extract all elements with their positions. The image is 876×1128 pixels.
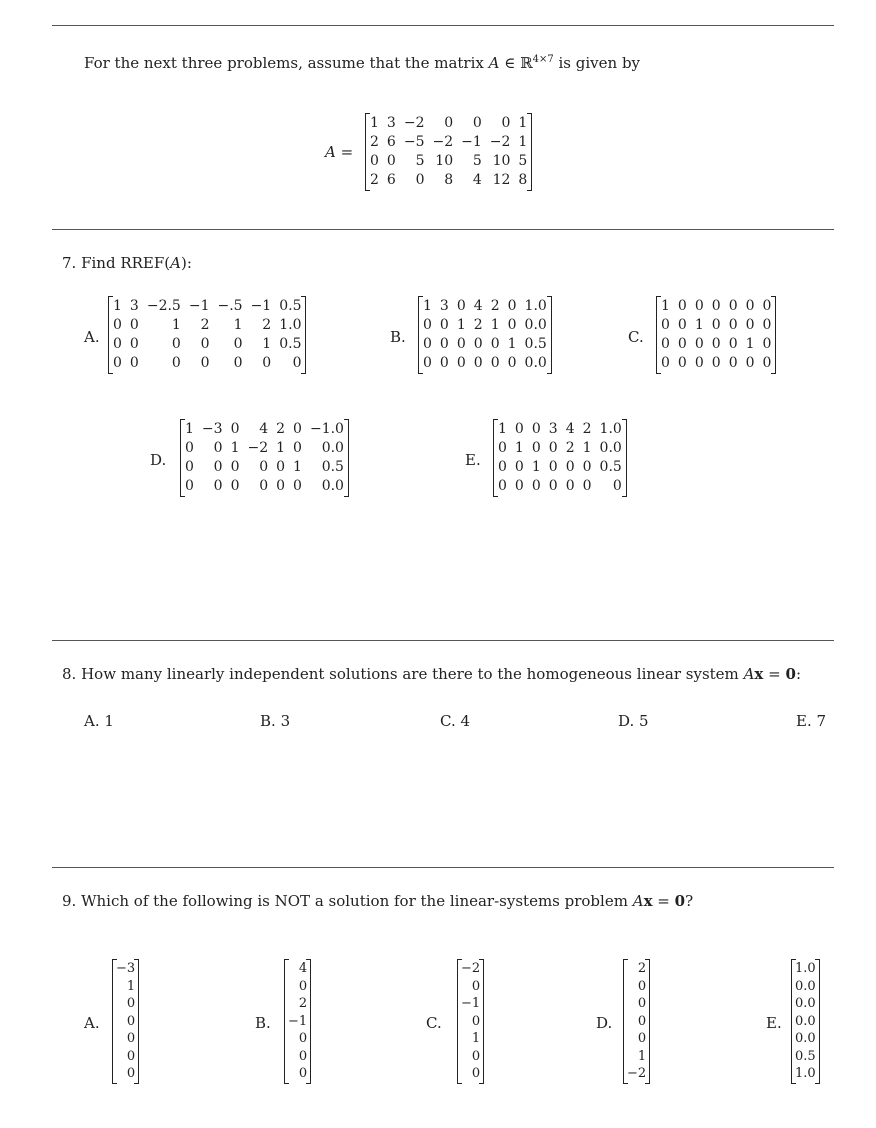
matrix-cell: 0 [582,459,592,475]
matrix-cell: 0 [514,478,524,494]
q9-option-e-label[interactable]: E. [766,1014,782,1032]
matrix-cell: 0 [262,355,272,371]
matrix-cell: 5 [518,153,528,169]
matrix-cell: 0.5 [279,298,302,314]
matrix-cell: 0 [456,298,466,314]
vector-entry: 0 [126,1013,136,1029]
q8-divider [52,640,834,641]
matrix-cell: 0 [711,355,721,371]
q7-option-b-label[interactable]: B. [390,328,406,346]
matrix-table [366,114,531,190]
matrix-cell: 1 [171,317,181,333]
matrix-row [181,458,348,477]
q9-option-b-label[interactable]: B. [255,1014,271,1032]
matrix-cell: 0 [694,355,704,371]
matrix-cell: 0 [129,336,139,352]
matrix-cell: 6 [386,172,396,188]
matrix-cell: 0 [213,440,223,456]
matrix-cell: 0 [171,336,181,352]
matrix-cell: 0 [386,153,396,169]
matrix-cell: 0 [661,317,670,333]
q9-option-a-label[interactable]: A. [84,1014,100,1032]
matrix-cell: −2 [247,440,269,456]
matrix-cell: 10 [435,153,454,169]
matrix-cell: 0 [129,355,139,371]
matrix-cell: −3 [201,421,223,437]
matrix-cell: 3 [548,421,558,437]
vector-entry: 0 [126,1048,136,1064]
matrix-cell: 0 [200,336,210,352]
q9-option-a-vector[interactable] [112,960,139,1083]
matrix-cell: 0 [439,317,449,333]
matrix-cell: 0 [213,478,223,494]
matrix-cell: 0 [661,336,670,352]
matrix-cell: 0 [113,355,122,371]
matrix-cell: 0 [762,298,772,314]
matrix-cell: 0 [230,421,240,437]
matrix-cell: 0 [498,440,507,456]
matrix-cell: 0.0 [524,317,547,333]
matrix-A [365,114,532,190]
matrix-cell: 1 [230,440,240,456]
vector-entry: 0.0 [795,996,816,1011]
matrix-row [366,152,531,171]
matrix-cell: 0 [711,336,721,352]
matrix-row [657,335,775,354]
matrix-cell: 3 [439,298,449,314]
matrix-cell: 1 [293,459,302,475]
q9-divider [52,867,834,868]
vector-entry: 0 [126,1031,136,1046]
matrix-row [419,316,551,335]
matrix-cell: 1 [276,440,286,456]
matrix-cell: 1 [514,440,524,456]
matrix-cell: 2 [200,317,210,333]
matrix-cell: 0.0 [321,478,344,494]
matrix-cell: 0.0 [524,355,547,371]
matrix-cell: 0 [473,336,483,352]
matrix-cell: 0 [694,336,704,352]
matrix-cell: 0 [472,115,482,131]
q7-option-a-label[interactable]: A. [84,328,100,346]
vector-entry: 1.0 [795,1066,816,1081]
matrix-cell: 0 [293,421,302,437]
matrix-cell: −1 [250,298,272,314]
q8-option-d[interactable]: D. 5 [618,712,649,730]
matrix-row [366,133,531,152]
matrix-cell: 0 [456,355,466,371]
matrix-cell: 1.0 [279,317,302,333]
q8-option-c[interactable]: C. 4 [440,712,471,730]
matrix-cell: 0.0 [599,440,622,456]
matrix-cell: −2 [489,134,511,150]
matrix-cell: 0 [711,298,721,314]
vector-entry: 2 [298,996,308,1011]
matrix-cell: 0 [213,459,223,475]
q7-option-c-matrix[interactable] [656,297,776,373]
matrix-cell: 0 [456,336,466,352]
matrix-cell: 0 [745,355,755,371]
matrix-cell: 0.5 [279,336,302,352]
matrix-cell: 0 [531,478,541,494]
matrix-cell: 5 [415,153,425,169]
matrix-cell: 0 [113,317,122,333]
matrix-cell: 10 [492,153,511,169]
vector-entry: 0.0 [795,1031,816,1046]
matrix-cell: 0 [498,478,507,494]
q7-option-d-matrix[interactable] [180,420,349,496]
q7-divider [52,229,834,230]
matrix-cell: 0 [233,336,243,352]
matrix-cell: 1 [694,317,704,333]
matrix-cell: 0 [762,355,772,371]
matrix-cell: 1 [456,317,466,333]
matrix-row [419,297,551,316]
matrix-cell: 2 [490,298,500,314]
matrix-cell: 0.5 [599,459,622,475]
matrix-cell: 12 [492,172,511,188]
matrix-cell: 0 [415,172,425,188]
matrix-cell: 3 [386,115,396,131]
q7-option-d-label[interactable]: D. [150,451,167,469]
q9-option-d-label[interactable]: D. [596,1014,613,1032]
matrix-cell: 0 [677,336,687,352]
vector-entry: 0 [126,1066,136,1081]
matrix-cell: 0 [762,336,772,352]
matrix-cell: 0 [565,478,575,494]
vector-entry: 1 [637,1048,647,1064]
matrix-row [419,335,551,354]
vector-entry: 0 [126,996,136,1011]
matrix-cell: 0 [745,317,755,333]
matrix-cell: 2 [262,317,272,333]
matrix-cell: 0 [370,153,379,169]
vector-entry: 0 [471,1066,481,1081]
matrix-row [181,420,348,439]
matrix-cell: 0 [473,355,483,371]
vector-entry: −3 [116,961,136,976]
vector-entry: 2 [637,961,647,976]
matrix-cell: 0.5 [321,459,344,475]
matrix-cell: −2.5 [146,298,181,314]
matrix-cell: 2 [473,317,483,333]
matrix-cell: 1 [423,298,432,314]
matrix-cell: 0 [514,459,524,475]
q7-option-e-label[interactable]: E. [465,451,481,469]
matrix-cell: 0 [439,355,449,371]
q9-option-c-vector[interactable] [457,960,484,1083]
matrix-cell: 8 [444,172,454,188]
matrix-cell: 1 [518,134,528,150]
matrix-cell: 3 [129,298,139,314]
matrix-row [494,458,626,477]
matrix-cell: 0.5 [524,336,547,352]
matrix-cell: 0 [565,459,575,475]
top-divider [52,25,834,26]
matrix-cell: 4 [473,298,483,314]
vector-entry: 1 [126,978,136,994]
matrix-cell: −1 [461,134,482,150]
matrix-row [366,171,531,190]
matrix-cell: 0 [230,459,240,475]
matrix-row [366,114,531,133]
matrix-cell: 0 [514,421,524,437]
matrix-cell: 1 [531,459,541,475]
matrix-cell: 4 [565,421,575,437]
matrix-cell: 0 [490,355,500,371]
matrix-cell: 0 [548,459,558,475]
matrix-cell: 2 [370,134,379,150]
matrix-cell: 5 [472,153,482,169]
matrix-cell: 0 [233,355,243,371]
matrix-cell: 0 [531,440,541,456]
matrix-cell: 0 [582,478,592,494]
matrix-row [419,354,551,373]
matrix-cell: 1.0 [599,421,622,437]
q8-question: 8. How many linearly independent solutions are there to the homogeneous linear system Ax = 0: [62,665,801,683]
matrix-cell: 0 [293,440,302,456]
matrix-cell: 0 [745,298,755,314]
vector-entry: 0 [298,1031,308,1046]
matrix-cell: 1 [498,421,507,437]
matrix-cell: 0 [507,317,517,333]
matrix-cell: 1 [233,317,243,333]
vector-entry: 0 [471,1013,481,1029]
matrix-cell: 0 [612,478,622,494]
matrix-row [494,439,626,458]
vector-entry: 0 [637,1031,647,1046]
vector-entry: 0 [471,1048,481,1064]
q9-option-d-vector[interactable] [623,960,650,1083]
matrix-cell: 0 [501,115,511,131]
matrix-row [109,297,305,316]
q8-option-b[interactable]: B. 3 [260,712,291,730]
q7-option-b-matrix[interactable] [418,297,552,373]
vector-entry: 0 [298,1066,308,1081]
q9-option-c-label[interactable]: C. [426,1014,442,1032]
q9-option-e-vector[interactable] [791,960,820,1083]
matrix-cell: 0 [259,459,269,475]
matrix-cell: 1 [490,317,500,333]
matrix-cell: 0 [113,336,122,352]
vector-entry: 0 [471,978,481,994]
matrix-row [494,477,626,496]
vector-entry: 0 [637,996,647,1011]
matrix-cell: 0 [677,298,687,314]
vector-entry: 0 [637,1013,647,1029]
matrix-cell: 4 [472,172,482,188]
matrix-cell: 1 [185,421,194,437]
matrix-cell: 1 [507,336,517,352]
matrix-cell: 0 [490,336,500,352]
matrix-cell: 8 [518,172,528,188]
matrix-cell: 0 [728,355,738,371]
vector-entry: 0 [298,978,308,994]
matrix-cell: 0 [276,478,286,494]
matrix-row [657,297,775,316]
matrix-A-label: A = [325,143,354,161]
matrix-cell: 0 [661,355,670,371]
matrix-cell: 0 [507,355,517,371]
vector-entry: 0.0 [795,978,816,994]
q9-option-b-vector[interactable] [284,960,311,1083]
vector-entry: 0 [298,1048,308,1064]
matrix-cell: 1 [518,115,528,131]
q9-question: 9. Which of the following is NOT a solution for the linear-systems problem Ax = 0? [62,892,694,910]
vector-entry: 4 [298,961,308,976]
matrix-cell: 2 [565,440,575,456]
vector-entry: 1 [471,1031,481,1046]
matrix-cell: 2 [582,421,592,437]
matrix-cell: 0 [292,355,302,371]
matrix-cell: 0 [259,478,269,494]
matrix-cell: 0 [185,478,194,494]
q8-option-a[interactable]: A. 1 [84,712,114,730]
vector-entry: −2 [627,1066,647,1081]
matrix-cell: 0 [728,336,738,352]
matrix-cell: 2 [370,172,379,188]
matrix-cell: −2 [432,134,454,150]
matrix-cell: 0 [230,478,240,494]
matrix-cell: 0 [548,440,558,456]
q7-option-e-matrix[interactable] [493,420,627,496]
matrix-cell: 0 [531,421,541,437]
matrix-cell: 0 [129,317,139,333]
matrix-cell: 0 [498,459,507,475]
matrix-cell: 0 [762,317,772,333]
q7-option-a-matrix[interactable] [108,297,306,373]
matrix-cell: 0 [423,317,432,333]
matrix-cell: 0 [200,355,210,371]
matrix-cell: 0 [439,336,449,352]
matrix-cell: 0 [423,355,432,371]
matrix-cell: 0 [185,440,194,456]
matrix-cell: 4 [259,421,269,437]
q7-question: 7. Find RREF(A): [62,254,192,272]
matrix-row [109,335,305,354]
matrix-row [109,316,305,335]
matrix-cell: 0 [293,478,302,494]
matrix-cell: 0 [444,115,454,131]
matrix-cell: 1 [262,336,272,352]
matrix-cell: −1 [188,298,210,314]
matrix-row [657,316,775,335]
vector-entry: 0 [637,978,647,994]
matrix-cell: 0 [507,298,517,314]
matrix-cell: 1 [113,298,122,314]
vector-entry: 0.0 [795,1013,816,1029]
matrix-cell: −5 [403,134,425,150]
matrix-cell: 0 [423,336,432,352]
matrix-cell: 6 [386,134,396,150]
matrix-cell: −.5 [217,298,243,314]
matrix-cell: 1 [370,115,379,131]
matrix-cell: 0 [171,355,181,371]
matrix-cell: −1.0 [309,421,344,437]
vector-entry: 1.0 [795,961,816,976]
matrix-cell: 0 [711,317,721,333]
matrix-cell: 0 [185,459,194,475]
matrix-cell: 0 [728,317,738,333]
matrix-cell: 0.0 [321,440,344,456]
matrix-cell: 0 [276,459,286,475]
matrix-cell: 0 [677,317,687,333]
matrix-cell: 1 [745,336,755,352]
matrix-cell: 1 [661,298,670,314]
intro-text: For the next three problems, assume that the matrix A ∈ ℝ$^{4\times 7}$ is given by [84,54,641,72]
vector-entry: −1 [461,996,481,1011]
matrix-cell: 0 [728,298,738,314]
matrix-row [109,354,305,373]
matrix-row [181,477,348,496]
matrix-cell: 1 [582,440,592,456]
matrix-cell: 0 [677,355,687,371]
matrix-row [657,354,775,373]
vector-entry: 0.5 [795,1048,816,1064]
matrix-cell: 0 [694,298,704,314]
vector-entry: −1 [288,1013,308,1029]
vector-entry: −2 [461,961,481,976]
matrix-cell: 1.0 [524,298,547,314]
matrix-row [181,439,348,458]
matrix-row [494,420,626,439]
matrix-cell: 2 [276,421,286,437]
q7-option-c-label[interactable]: C. [628,328,644,346]
matrix-cell: 0 [548,478,558,494]
matrix-cell: −2 [403,115,425,131]
q8-option-e[interactable]: E. 7 [796,712,827,730]
